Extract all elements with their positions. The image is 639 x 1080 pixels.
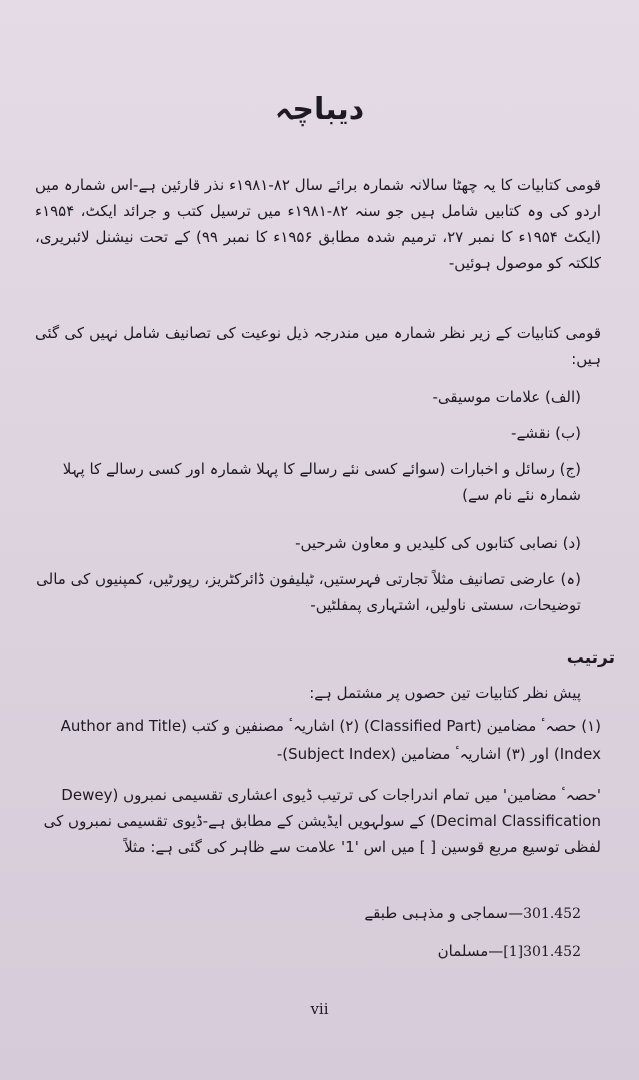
exclusion-item-ephemera: (ہ) عارضی تصانیف مثلاً تجارتی فہرستیں، ٹیلیفون ڈائرکٹریز، رپورٹیں، کمپنیوں کی مالی توضیحات، سستی ناولیں، اشتہاری پمفلٹیں- [36, 570, 581, 614]
example-1-text: —سماجی و مذہبی طبقے [364, 904, 524, 922]
exclusion-item-periodicals: (ج) رسائل و اخبارات (سوائے کسی نئے رسالے کا پہلا شمارہ اور کسی رسالے کا پہلا شمارہ نئے نام سے) [62, 460, 581, 504]
example-2-text: —مسلمان [437, 942, 504, 960]
exclusion-item-maps: (ب) نقشے- [511, 424, 581, 442]
exclusions-intro-paragraph: قومی کتابیات کے زیر نظر شمارہ میں مندرجہ ذیل نوعیت کی تصانیف شامل نہیں کی گئی ہیں: [35, 324, 601, 368]
arrangement-intro: پیش نظر کتابیات تین حصوں پر مشتمل ہے: [309, 684, 581, 702]
exclusion-item-music: (الف) علامات موسیقی- [432, 388, 581, 406]
example-entry-2 [438, 942, 581, 960]
example-1-number: 301.452 [523, 906, 581, 922]
intro-paragraph: قومی کتابیات کا یہ چھٹا سالانہ شمارہ برائے سال ۸۲-۱۹۸۱ء نذر قارئین ہے-اس شمارہ میں اردو کی وہ کتابیں شامل ہیں جو سنہ ۸۲-۱۹۸۱ء میں ترسیل کتب و جرائد ایکٹ، ۱۹۵۴ء (ایکٹ ۱۹۵۴ء کا نمبر ۲۷، ترمیم شدہ مطابق ۱۹۵۶ء کا نمبر ۹۹) کے تحت نیشنل لائبریری، کلکتہ کو موصول ہوئیں- [35, 176, 602, 272]
example-2-number: [1]301.452 [503, 944, 581, 960]
example-entry-1 [364, 904, 581, 922]
page-number: vii [310, 1000, 329, 1018]
classification-note: 'حصہٴ مضامین' میں تمام اندراجات کی ترتیب ڈیوی اعشاری تقسیمی نمبروں (Dewey Decimal Classification) کے سولہویں ایڈیشن کے مطابق ہے-ڈیوی تقسیمی نمبروں کی لفظی توسیع مربع قوسین [ ] میں اس '1' علامت سے ظاہر کی گئی ہے: مثلاً [43, 786, 601, 856]
exclusion-item-keys: (د) نصابی کتابوں کی کلیدیں و معاون شرحیں- [295, 534, 581, 552]
arrangement-parts: (۱) حصہٴ مضامین (Classified Part) (۲) اشاریہٴ مصنفین و کتب (Author and Title Index) اور (۳) اشاریہٴ مضامین (Subject Index)- [60, 717, 601, 763]
arrangement-heading: ترتیب [566, 648, 615, 668]
page-title: دیباچہ [274, 92, 365, 127]
